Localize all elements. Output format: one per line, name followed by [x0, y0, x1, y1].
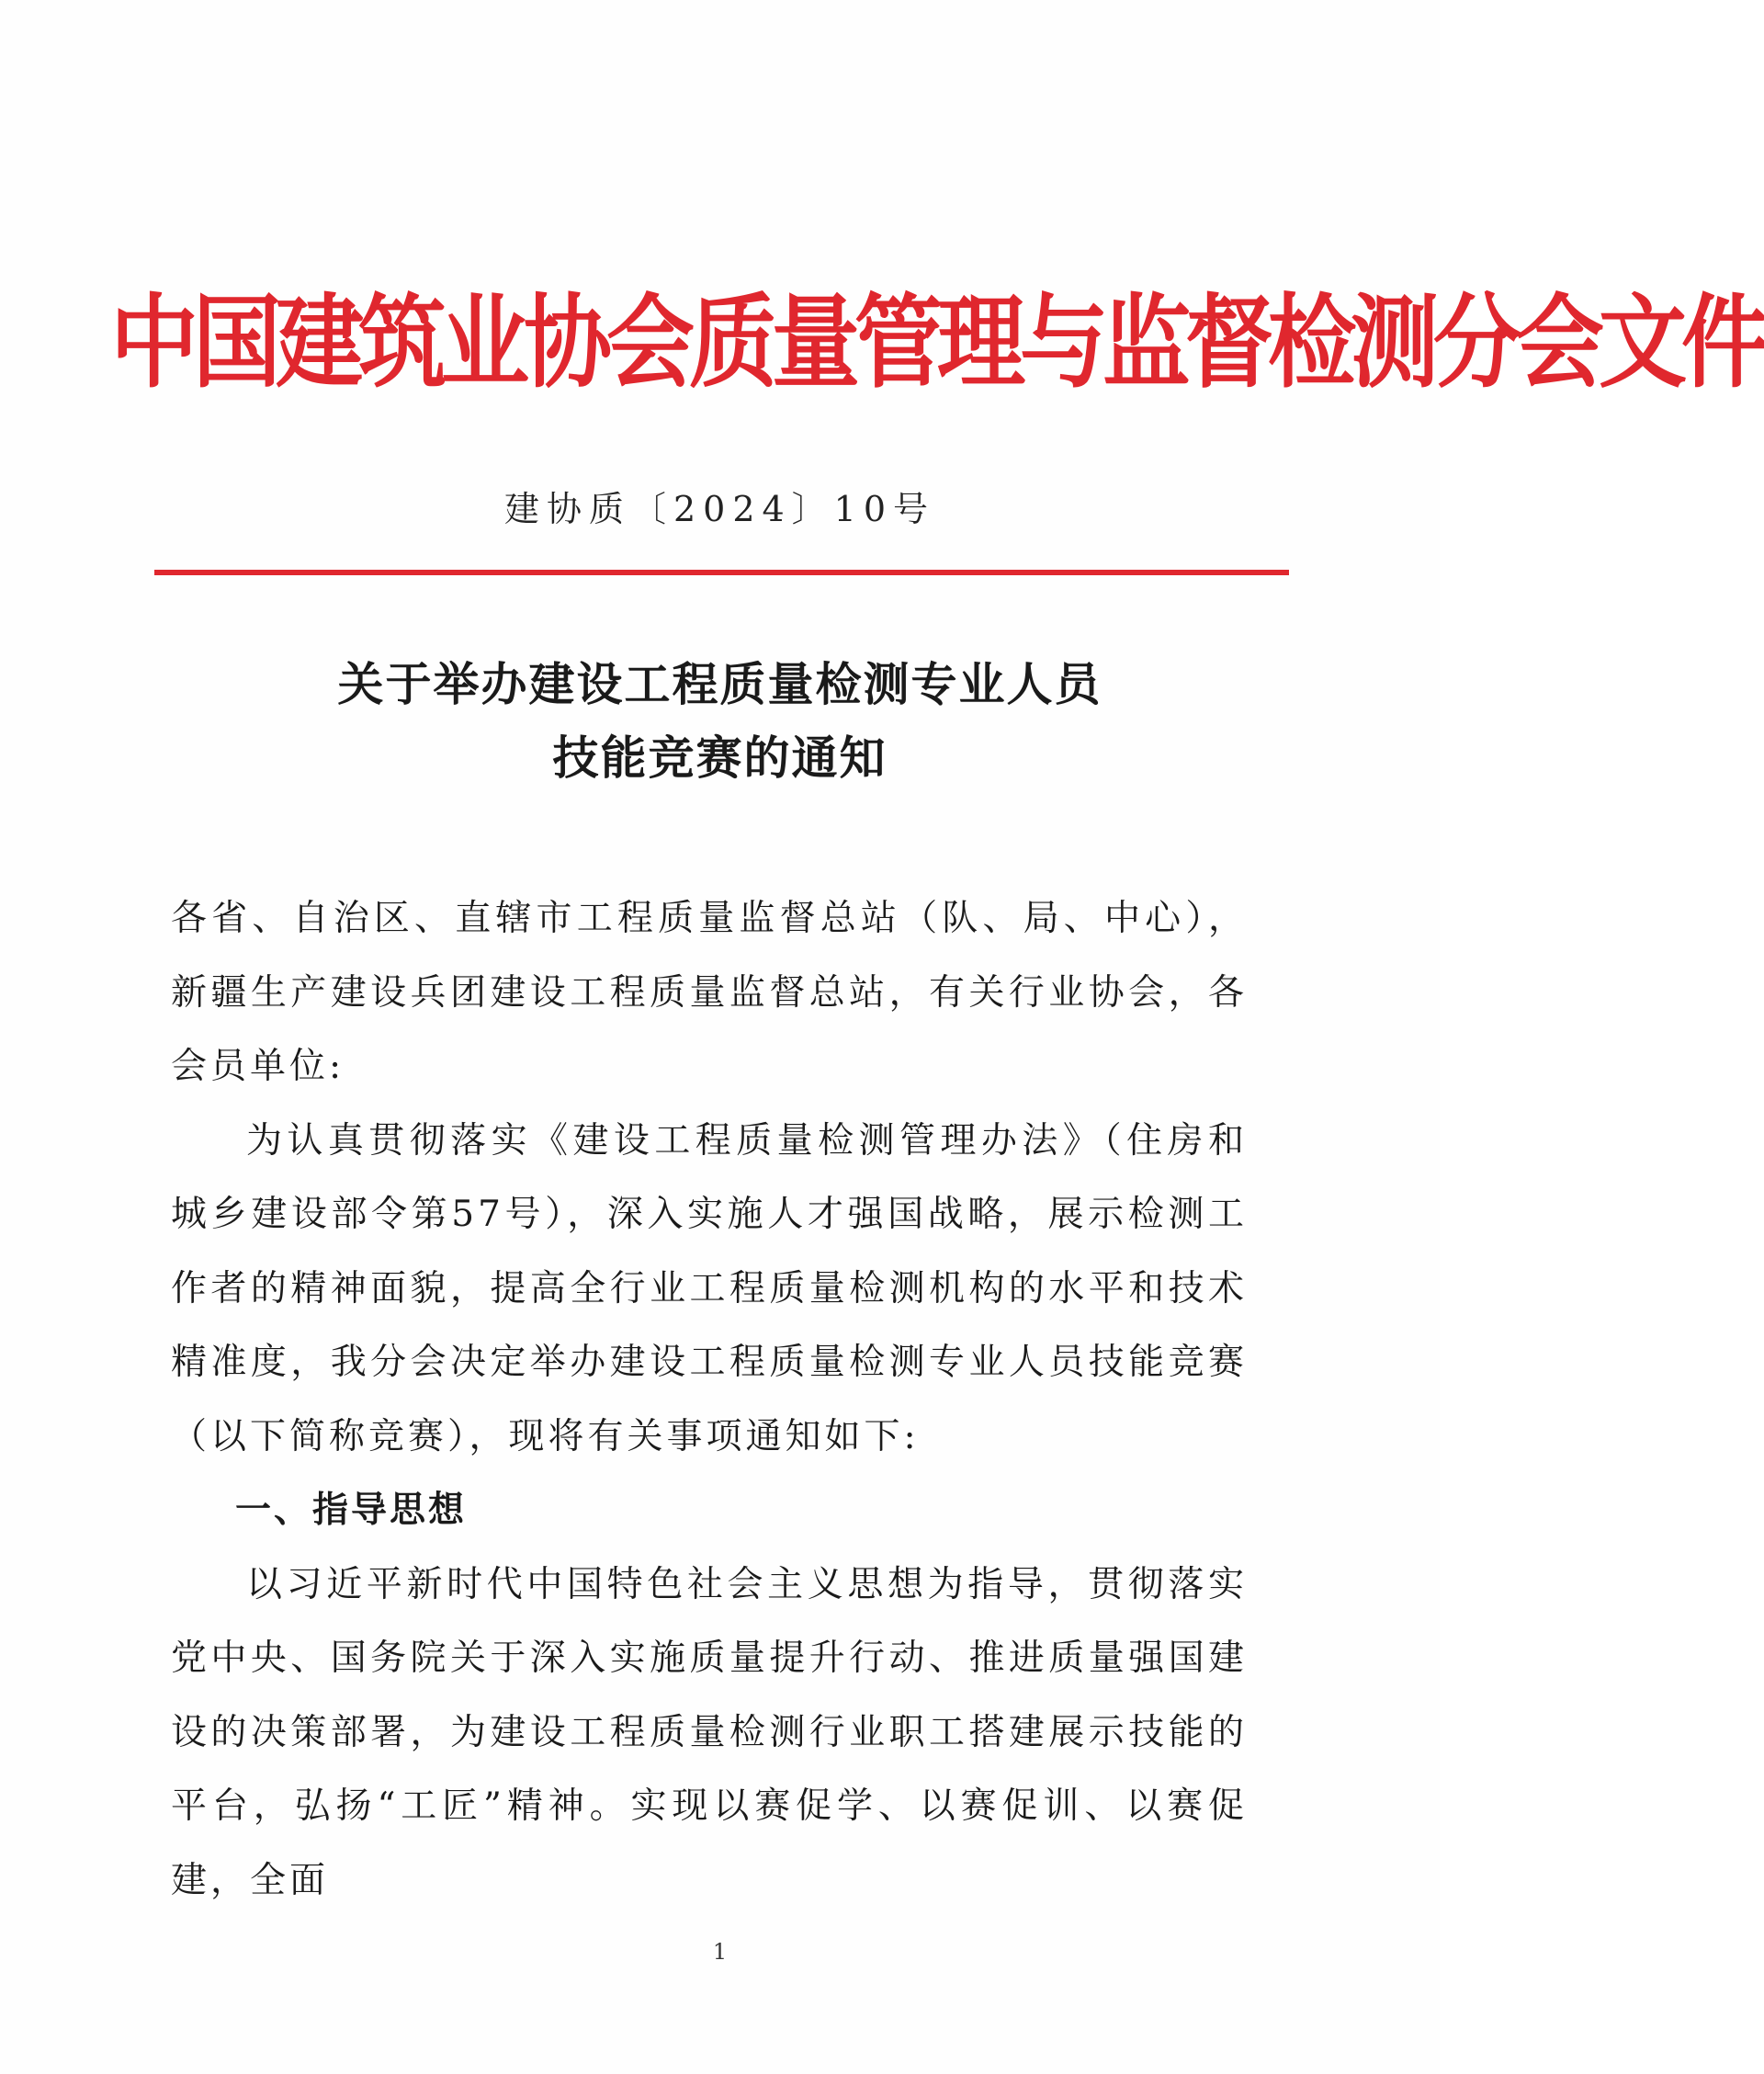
- section-heading-guiding-thought: 一、指导思想: [235, 1490, 468, 1531]
- document-body: [171, 882, 1248, 1918]
- red-divider-line: [154, 570, 1289, 575]
- section-paragraph-guiding-thought: 以习近平新时代中国特色社会主义思想为指导，贯彻落实党中央、国务院关于深入实施质量提升行动、推进质量强国建设的决策部署，为建设工程质量检测行业职工搭建展示技能的平台，弘扬“工匠”精神。实现以赛促学、以赛促训、以赛促建，全面: [171, 1563, 1248, 1901]
- intro-paragraph: 为认真贯彻落实《建设工程质量检测管理办法》（住房和城乡建设部令第57号），深入实施人才强国战略，展示检测工作者的精神面貌，提高全行业工程质量检测机构的水平和技术精准度，我分会决定举办建设工程质量检测专业人员技能竞赛（以下简称竞赛），现将有关事项通知如下:: [171, 1119, 1248, 1457]
- letterhead-title: 中国建筑业协会质量管理与监督检测分会文件: [110, 283, 1764, 402]
- notice-title-line-1: 关于举办建设工程质量检测专业人员: [337, 657, 1102, 711]
- page-number: 1: [712, 1939, 728, 1965]
- addressee-paragraph: 各省、自治区、直辖市工程质量监督总站（队、局、中心），新疆生产建设兵团建设工程质量监督总站，有关行业协会，各会员单位:: [171, 898, 1248, 1087]
- document-number: 建协质〔2024〕10号: [503, 489, 936, 529]
- notice-title-line-2: 技能竞赛的通知: [552, 731, 888, 785]
